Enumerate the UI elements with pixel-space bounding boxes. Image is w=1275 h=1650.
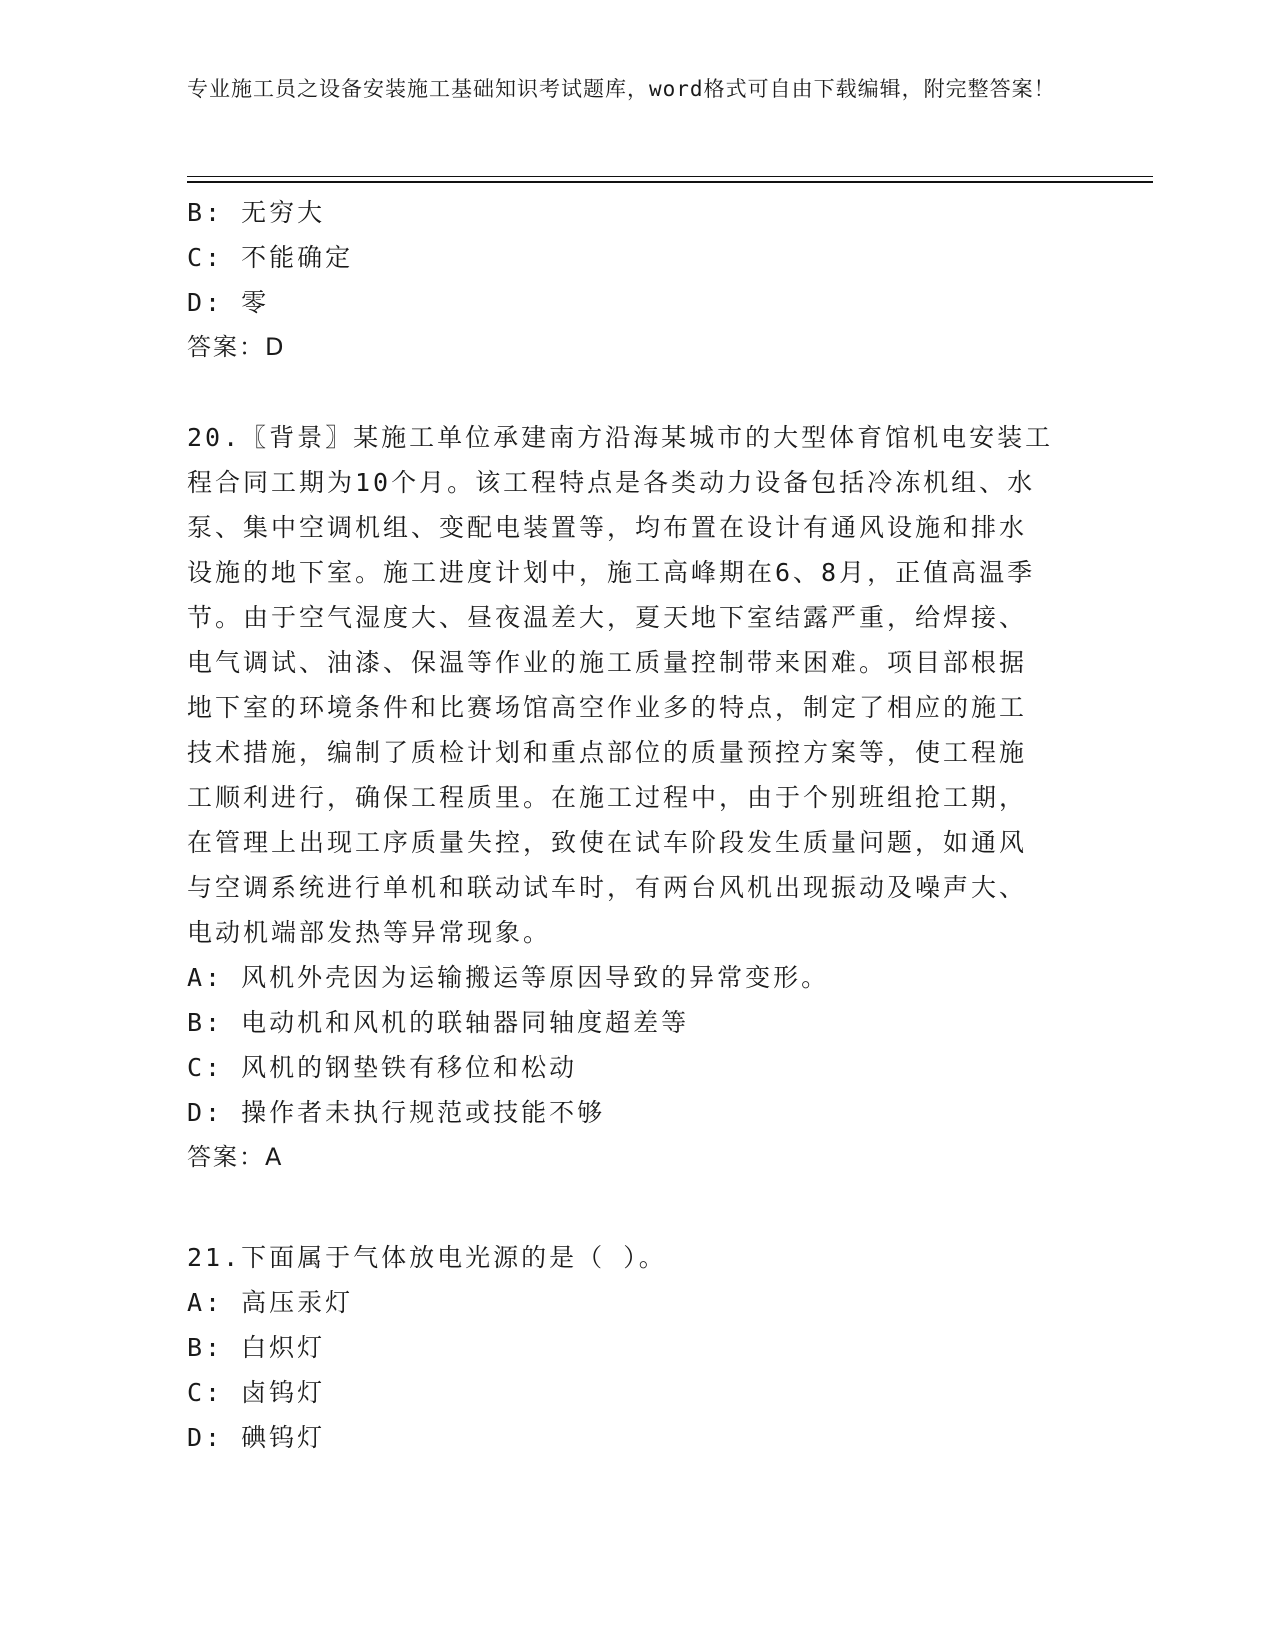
stem-line: 工顺利进行，确保工程质里。在施工过程中，由于个别班组抢工期， (187, 783, 1028, 812)
header-rule-thick (187, 181, 1153, 183)
stem-line: 技术措施，编制了质检计划和重点部位的质量预控方案等，使工程施 (187, 738, 1028, 767)
stem-line: 节。由于空气湿度大、昼夜温差大，夏天地下室结露严重，给焊接、 (187, 603, 1028, 632)
stem-line: 20.〖背景〗某施工单位承建南方沿海某城市的大型体育馆机电安装工 (187, 423, 1054, 452)
stem-line: 程合同工期为10个月。该工程特点是各类动力设备包括冷冻机组、水 (187, 468, 1036, 497)
question-20 (187, 415, 1087, 1180)
option-a: A: 高压汞灯 (187, 1288, 354, 1317)
option-d: D: 碘钨灯 (187, 1423, 326, 1452)
option-a: A: 风机外壳因为运输搬运等原因导致的异常变形。 (187, 963, 830, 992)
document-header: 专业施工员之设备安装施工基础知识考试题库，word格式可自由下载编辑，附完整答案！ (187, 77, 1056, 101)
stem-line: 21.下面属于气体放电光源的是（ ）。 (187, 1243, 667, 1272)
answer-line: 答案：A (187, 1143, 284, 1171)
option-b: B: 无穷大 (187, 198, 326, 227)
answer-line: 答案：D (187, 333, 286, 361)
stem-line: 地下室的环境条件和比赛场馆高空作业多的特点，制定了相应的施工 (187, 693, 1028, 722)
question-19-tail (187, 190, 1087, 370)
question-21 (187, 1235, 1087, 1460)
stem-line: 电气调试、油漆、保温等作业的施工质量控制带来困难。项目部根据 (187, 648, 1028, 677)
option-d: D: 零 (187, 288, 270, 317)
option-b: B: 白炽灯 (187, 1333, 326, 1362)
stem-line: 在管理上出现工序质量失控，致使在试车阶段发生质量问题，如通风 (187, 828, 1028, 857)
option-d: D: 操作者未执行规范或技能不够 (187, 1098, 606, 1127)
option-c: C: 不能确定 (187, 243, 354, 272)
option-b: B: 电动机和风机的联轴器同轴度超差等 (187, 1008, 690, 1037)
option-c: C: 卤钨灯 (187, 1378, 326, 1407)
stem-line: 设施的地下室。施工进度计划中，施工高峰期在6、8月，正值高温季 (187, 558, 1036, 587)
header-rule-thin (187, 176, 1153, 177)
option-c: C: 风机的钢垫铁有移位和松动 (187, 1053, 578, 1082)
stem-line: 泵、集中空调机组、变配电装置等，均布置在设计有通风设施和排水 (187, 513, 1028, 542)
stem-line: 与空调系统进行单机和联动试车时，有两台风机出现振动及噪声大、 (187, 873, 1028, 902)
stem-line: 电动机端部发热等异常现象。 (187, 918, 552, 947)
